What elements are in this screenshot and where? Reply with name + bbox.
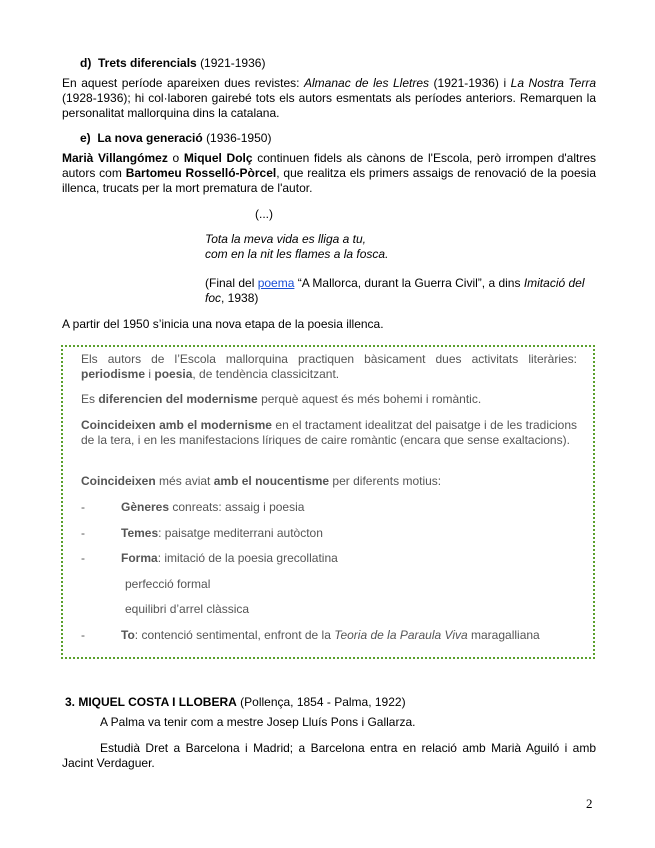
section-d-years: (1921-1936)	[200, 56, 266, 70]
text-run: perquè aquest és més bohemi i romàntic.	[257, 392, 482, 406]
text-run: més aviat	[155, 474, 214, 488]
italic-run: Almanac de les Lletres	[304, 76, 430, 90]
text-run: (1928-1936); hi col·laboren gairebé tots els autors esmentats als períodes anteriors. Remarquen la personalitat mallorquina dins la catalana.	[62, 91, 596, 120]
quote-source	[205, 276, 596, 306]
italic-run: La Nostra Terra	[510, 76, 596, 90]
bold-run: Bartomeu Rosselló-Pòrcel	[125, 166, 277, 180]
box-item-temes	[121, 526, 581, 541]
bullet-dash: -	[81, 526, 85, 540]
text-run: o	[167, 151, 184, 165]
quote-verse	[205, 232, 596, 262]
section-e-body	[62, 151, 596, 196]
quote-source-middle: “A Mallorca, durant la Guerra Civil”, a dins	[294, 276, 524, 290]
closing-1950: A partir del 1950 s’inicia una nova etapa de la poesia illenca.	[62, 317, 384, 331]
bullet-dash: -	[81, 551, 85, 565]
section-3-title: 3. MIQUEL COSTA I LLOBERA	[65, 695, 237, 709]
section-d-body	[62, 76, 596, 121]
bullet-dash: -	[81, 500, 85, 514]
box-sub-equilibri: equilibri d’arrel clàssica	[125, 602, 250, 616]
section-e-label: e)	[80, 131, 91, 145]
text-run: En aquest període apareixen dues revistes:	[62, 76, 305, 90]
quote-line-2: com en la nit les flames a la fosca.	[205, 247, 389, 261]
section-3-paragraph-2: Estudià Dret a Barcelona i Madrid; a Barcelona entra en relació amb Marià Aguiló i amb Jacint Verdaguer.	[62, 741, 596, 770]
box-item-forma	[121, 551, 581, 566]
box-item-generes	[121, 500, 581, 515]
quote-ellipsis: (...)	[255, 207, 273, 221]
text-run: conreats: assaig i poesia	[169, 500, 305, 514]
text-run: (1921-1936) i	[429, 76, 511, 90]
bold-run: Coincideixen amb el modernisme	[81, 418, 272, 432]
text-run: : imitació de la poesia grecollatina	[157, 551, 338, 565]
text-run: Els autors de l’Escola mallorquina practiquen bàsicament dues activitats literàries:	[81, 352, 577, 366]
summary-box	[61, 345, 595, 659]
section-d-heading	[80, 56, 265, 71]
text-run: continuen fidels als cànons de l'Escola, però irrompen d'altres autors com	[62, 151, 597, 180]
quote-source-title: Imitació del foc	[205, 276, 585, 305]
bold-run: poesia	[154, 367, 193, 381]
section-3-details: (Pollença, 1854 - Palma, 1922)	[240, 695, 406, 709]
box-paragraph-1	[81, 352, 577, 382]
italic-run: Teoria de la Paraula Viva	[334, 628, 468, 642]
section-e-years: (1936-1950)	[206, 131, 272, 145]
text-run: , de tendència classicitzant.	[192, 367, 340, 381]
text-run: Es	[81, 392, 99, 406]
text-run: , que realitza els primers assaigs de renovació de la poesia illenca, trucats per la mort prematura de l'autor.	[62, 166, 596, 195]
quote-line-1: Tota la meva vida es lliga a tu,	[205, 232, 366, 246]
bold-run: Temes	[121, 526, 159, 540]
quote-source-prefix: (Final del	[205, 276, 258, 290]
bold-run: Marià Villangómez	[62, 151, 168, 165]
bold-run: Forma	[121, 551, 158, 565]
page-number: 2	[586, 796, 593, 811]
quote-source-suffix: , 1938)	[221, 291, 259, 305]
box-item-to	[121, 628, 581, 643]
bullet-dash: -	[81, 628, 85, 642]
section-e-heading	[80, 131, 271, 146]
bold-run: Coincideixen	[81, 474, 156, 488]
box-paragraph-3	[81, 418, 577, 448]
text-run: i	[145, 367, 155, 381]
section-d-label: d)	[80, 56, 92, 70]
section-e-title: La nova generació	[97, 131, 203, 145]
bold-run: amb el noucentisme	[213, 474, 330, 488]
box-paragraph-4	[81, 474, 577, 489]
poem-link[interactable]: poema	[257, 276, 295, 290]
box-sub-perfeccio: perfecció formal	[125, 577, 211, 591]
bold-run: diferencien del modernisme	[98, 392, 258, 406]
bold-run: periodisme	[81, 367, 146, 381]
bold-run: To	[121, 628, 135, 642]
text-run: en el tractament idealitzat del paisatge i de les tradicions de la tera, i en les manifestacions líriques de caire romàntic (encara que sense exaltacions).	[81, 418, 577, 447]
text-run: : contenció sentimental, enfront de la	[134, 628, 335, 642]
bold-run: Gèneres	[121, 500, 170, 514]
section-3-paragraph-1: A Palma va tenir com a mestre Josep Lluís Pons i Gallarza.	[100, 715, 416, 729]
text-run: maragalliana	[467, 628, 540, 642]
section-3-heading	[65, 695, 406, 710]
section-d-title: Trets diferencials	[98, 56, 197, 70]
bold-run: Miquel Dolç	[183, 151, 253, 165]
text-run: : paisatge mediterrani autòcton	[158, 526, 323, 540]
text-run: per diferents motius:	[329, 474, 442, 488]
box-paragraph-2	[81, 392, 577, 407]
